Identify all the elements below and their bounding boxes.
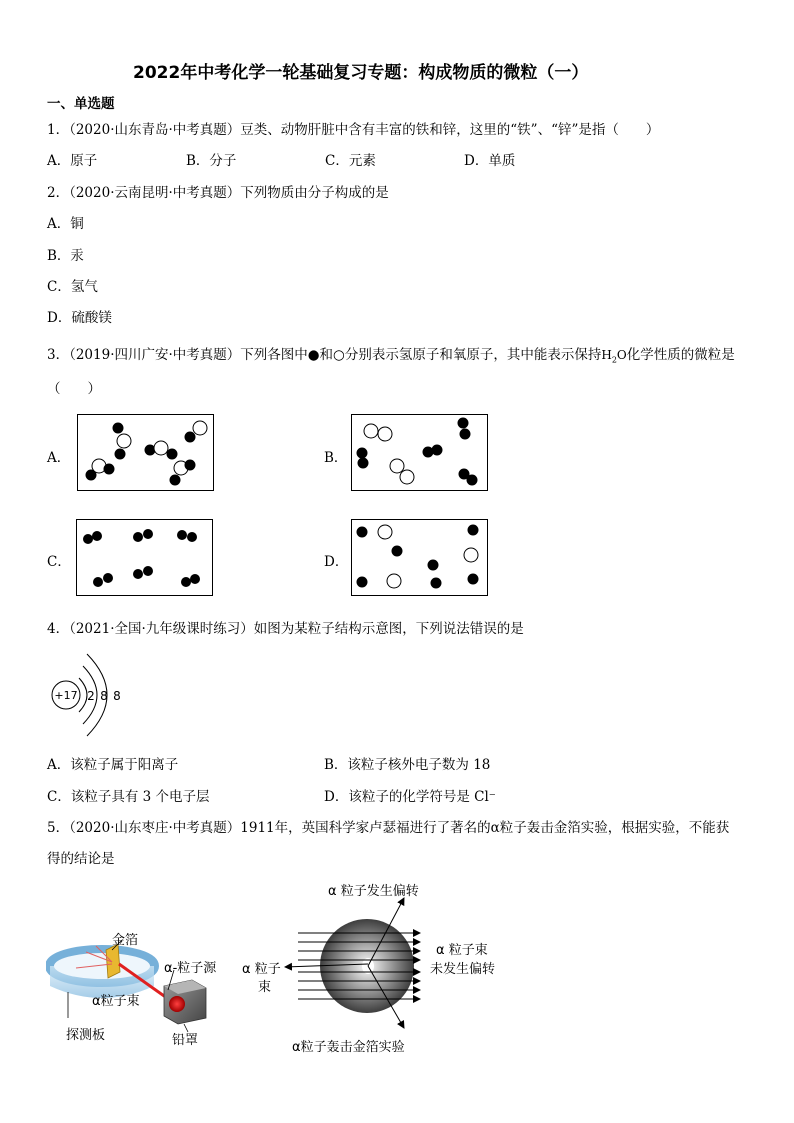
label-gold-foil: 金箔 [112,933,139,948]
q3-option-b-label: B． [324,450,348,466]
q3-stem-part1: 3．（2019·四川广安·中考真题）下列各图中●和○分别表示氢原子和氧原子，其中能表示保持 [47,347,602,363]
chlorine-ion-structure-diagram [49,648,139,740]
q1-option-c: C．元素 [325,153,376,169]
shell-electrons-3: 8 [113,689,121,703]
q3-option-d-label: D． [324,554,349,570]
shell-electrons-1: 2 [87,689,95,703]
shell-electrons-2: 8 [100,689,108,703]
q3-stem [47,343,735,364]
q3-option-b-figure [351,414,488,491]
q1-option-a: A．原子 [47,153,98,169]
q1-option-b: B．分子 [186,153,237,169]
q3-option-a-figure [77,414,214,491]
label-undeflected-1: α 粒子束 [436,943,488,958]
label-deflected: α 粒子发生偏转 [328,884,419,899]
rutherford-apparatus-figure [46,928,246,1050]
q5-stem-line2: 得的结论是 [47,851,115,867]
label-alpha-beam: α粒子束 [92,994,140,1009]
q3-option-d-figure [351,519,488,596]
q3-stem-line2: （ ） [47,381,101,397]
q3-option-c-label: C． [47,554,71,570]
q2-option-d: D．硫酸镁 [47,310,112,326]
q5-stem-line1: 5．（2020·山东枣庄·中考真题）1911年，英国科学家卢瑟福进行了著名的α粒子轰击金箔实验，根据实验，不能获 [47,820,730,836]
page-title: 2022年中考化学一轮基础复习专题：构成物质的微粒（一） [133,63,589,83]
nucleus-charge: +17 [54,689,78,702]
q3-option-c-figure [76,519,213,596]
label-lead-cover: 铅罩 [172,1033,199,1048]
q2-stem: 2．（2020·云南昆明·中考真题）下列物质由分子构成的是 [47,185,389,201]
q2-option-b: B．汞 [47,248,84,264]
q2-option-a: A．铜 [47,216,84,232]
q2-option-c: C．氢气 [47,279,98,295]
label-detector: 探测板 [66,1028,106,1043]
q3-option-a-label: A． [47,450,71,466]
q4-option-d: D．该粒子的化学符号是 Cl⁻ [324,789,496,805]
q4-option-c: C．该粒子具有 3 个电子层 [47,789,210,805]
alpha-scattering-diagram [240,878,520,1060]
figure-caption: α粒子轰击金箔实验 [292,1040,405,1055]
q1-stem: 1．（2020·山东青岛·中考真题）豆类、动物肝脏中含有丰富的铁和锌，这里的“铁”、“锌”是指（ ） [47,122,660,138]
section-heading: 一、单选题 [47,96,115,112]
q4-option-a: A．该粒子属于阳离子 [47,757,179,773]
q3-stem-part2: 化学性质的微粒是 [626,347,735,363]
q4-option-b: B．该粒子核外电子数为 18 [324,757,491,773]
label-undeflected-2: 未发生偏转 [430,962,496,977]
h2o-formula: $H_2O$ [601,348,627,365]
label-left-beam-1: α 粒子 [242,962,281,977]
q1-option-d: D．单质 [464,153,516,169]
label-left-beam-2: 束 [258,980,272,995]
label-alpha-source: α-粒子源 [164,961,217,976]
q4-stem: 4．（2021·全国·九年级课时练习）如图为某粒子结构示意图，下列说法错误的是 [47,621,524,637]
